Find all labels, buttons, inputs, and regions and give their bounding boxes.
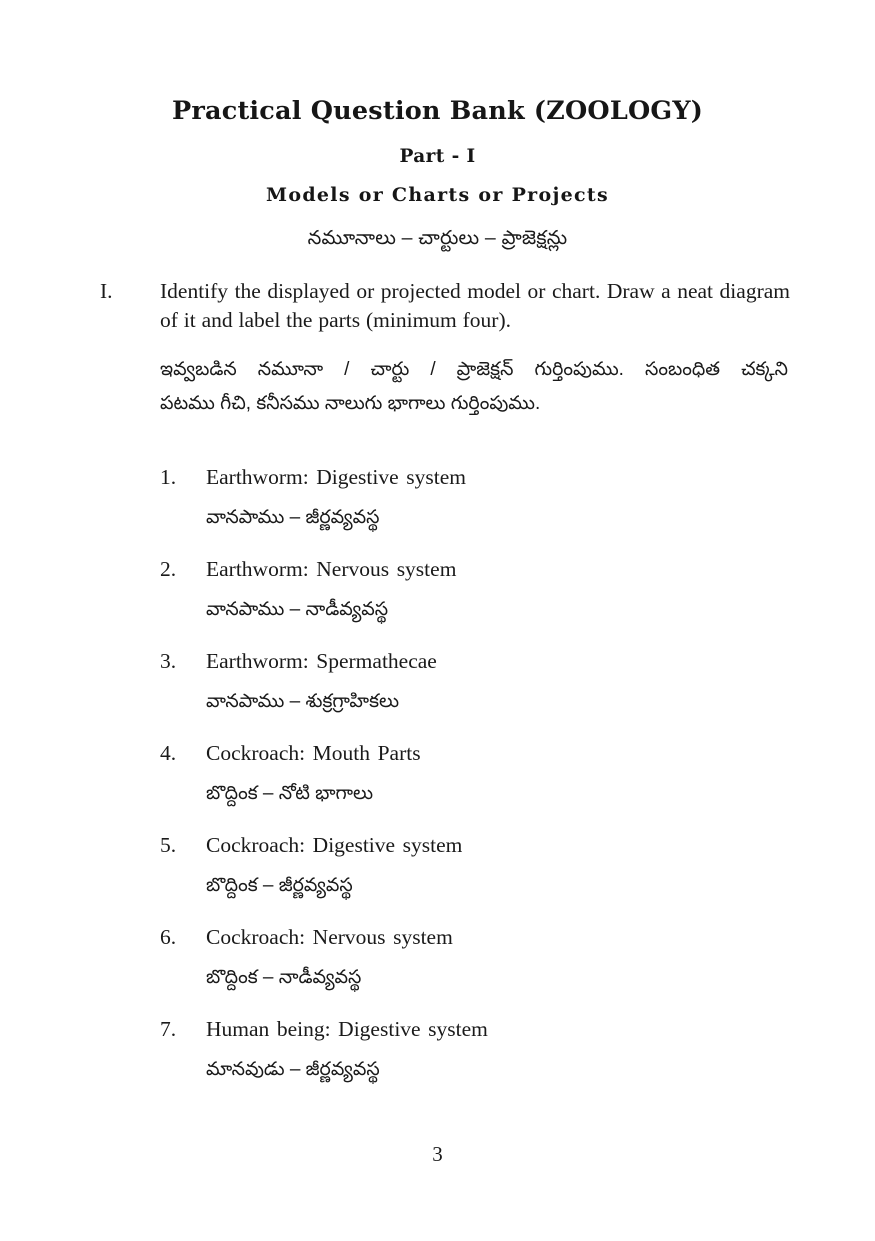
list-item-number: 3. [160,649,177,673]
list-item-english: Cockroach: Mouth Parts [206,741,421,765]
list-item-telugu: బొద్దింక – జీర్ణవ్యవస్థ [206,875,353,896]
list-item-telugu: మానవుడు – జీర్ణవ్యవస్థ [206,1059,380,1080]
list-item [160,554,790,646]
list-item-english: Human being: Digestive system [206,1017,488,1041]
list-item [160,830,790,922]
list-item-english: Earthworm: Spermathecae [206,649,437,673]
list-item-number: 4. [160,741,177,765]
question-marker: I. [100,279,113,303]
list-item [160,738,790,830]
question-prompt-row [100,277,790,335]
question-prompt-telugu [160,353,788,421]
list-item [160,1014,790,1106]
list-item-number: 1. [160,465,177,489]
list-item [160,646,790,738]
list-item [160,462,790,554]
page-title: Practical Question Bank (ZOOLOGY) [171,96,704,126]
list-item-english: Cockroach: Nervous system [206,925,453,949]
list-item-telugu: వానపాము – జీర్ణవ్యవస్థ [206,507,380,528]
list-item-number: 5. [160,833,177,857]
list-item [160,922,790,1014]
list-item-number: 7. [160,1017,177,1041]
list-item-telugu: వానపాము – నాడీవ్యవస్థ [206,599,389,620]
list-item-telugu: బొద్దింక – నోటి భాగాలు [206,783,374,804]
page-header [0,96,875,254]
model-chart-list [160,462,790,1106]
page-number: 3 [432,1142,443,1166]
list-item-telugu: బొద్దింక – నాడీవ్యవస్థ [206,967,362,988]
list-item-english: Cockroach: Digestive system [206,833,463,857]
list-item-english: Earthworm: Nervous system [206,557,457,581]
list-item-telugu: వానపాము – శుక్రగ్రాహికలు [206,691,400,712]
question-prompt-telugu-line-2: పటము గీచి, కనీసము నాలుగు భాగాలు గుర్తింపుము. [160,393,541,414]
section-heading-english: Models or Charts or Projects [266,183,609,206]
list-item-english-row [160,738,790,779]
part-heading: Part - I [399,145,476,167]
list-item-english-row [160,462,790,503]
list-item-english-row [160,554,790,595]
list-item-english-row [160,646,790,687]
list-item-number: 2. [160,557,177,581]
list-item-english-row [160,922,790,963]
list-item-number: 6. [160,925,177,949]
list-item-english-row [160,1014,790,1055]
list-item-english-row [160,830,790,871]
section-heading-telugu: నమూనాలు – చార్టులు – ప్రాజెక్షన్లు [307,226,568,249]
question-prompt-telugu-line-1: ఇవ్వబడిన నమూనా / చార్టు / ప్రాజెక్షన్ గుర్తింపుము. సంబంధిత చక్కని [160,359,788,380]
question-block [100,277,790,421]
question-prompt-english: Identify the displayed or projected model or chart. Draw a neat diagram of it and label the parts (minimum four). [160,279,790,332]
list-item-english: Earthworm: Digestive system [206,465,466,489]
